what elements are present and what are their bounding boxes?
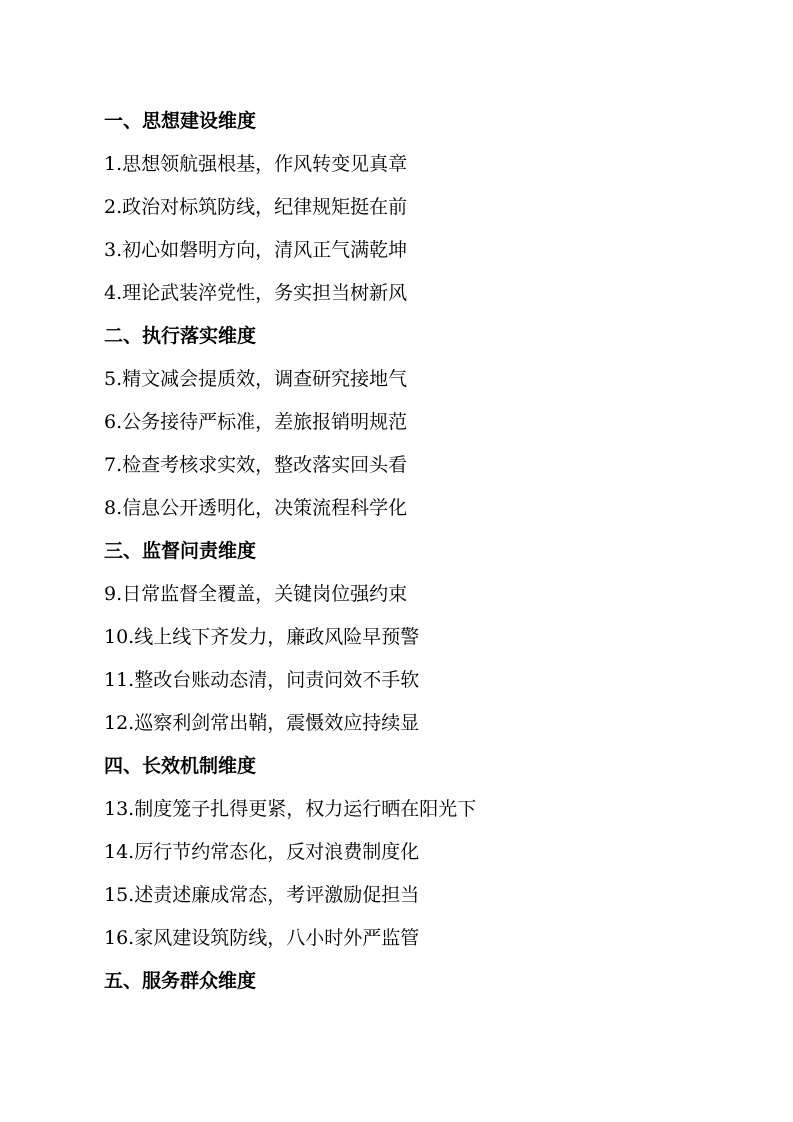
list-item: 16.家风建设筑防线，八小时外严监管 [104, 927, 420, 949]
list-item: 13.制度笼子扎得更紧，权力运行晒在阳光下 [104, 798, 477, 820]
section-heading: 二、执行落实维度 [104, 325, 257, 347]
list-item: 8.信息公开透明化，决策流程科学化 [104, 497, 408, 519]
section-heading: 三、监督问责维度 [104, 540, 257, 562]
list-item: 9.日常监督全覆盖，关键岗位强约束 [104, 583, 408, 605]
list-item: 4.理论武装淬党性，务实担当树新风 [104, 282, 408, 304]
list-item: 5.精文减会提质效，调查研究接地气 [104, 368, 408, 390]
document-body [104, 100, 704, 1003]
list-item: 6.公务接待严标准，差旅报销明规范 [104, 411, 408, 433]
list-item: 3.初心如磐明方向，清风正气满乾坤 [104, 239, 408, 261]
section-heading: 五、服务群众维度 [104, 970, 257, 992]
list-item: 12.巡察利剑常出鞘，震慑效应持续显 [104, 712, 420, 734]
list-item: 14.厉行节约常态化，反对浪费制度化 [104, 841, 420, 863]
list-item: 11.整改台账动态清，问责问效不手软 [104, 669, 420, 691]
list-item: 1.思想领航强根基，作风转变见真章 [104, 153, 408, 175]
list-item: 15.述责述廉成常态，考评激励促担当 [104, 884, 420, 906]
section-heading: 四、长效机制维度 [104, 755, 257, 777]
list-item: 2.政治对标筑防线，纪律规矩挺在前 [104, 196, 408, 218]
list-item: 7.检查考核求实效，整改落实回头看 [104, 454, 408, 476]
section-heading: 一、思想建设维度 [104, 110, 257, 132]
list-item: 10.线上线下齐发力，廉政风险早预警 [104, 626, 420, 648]
